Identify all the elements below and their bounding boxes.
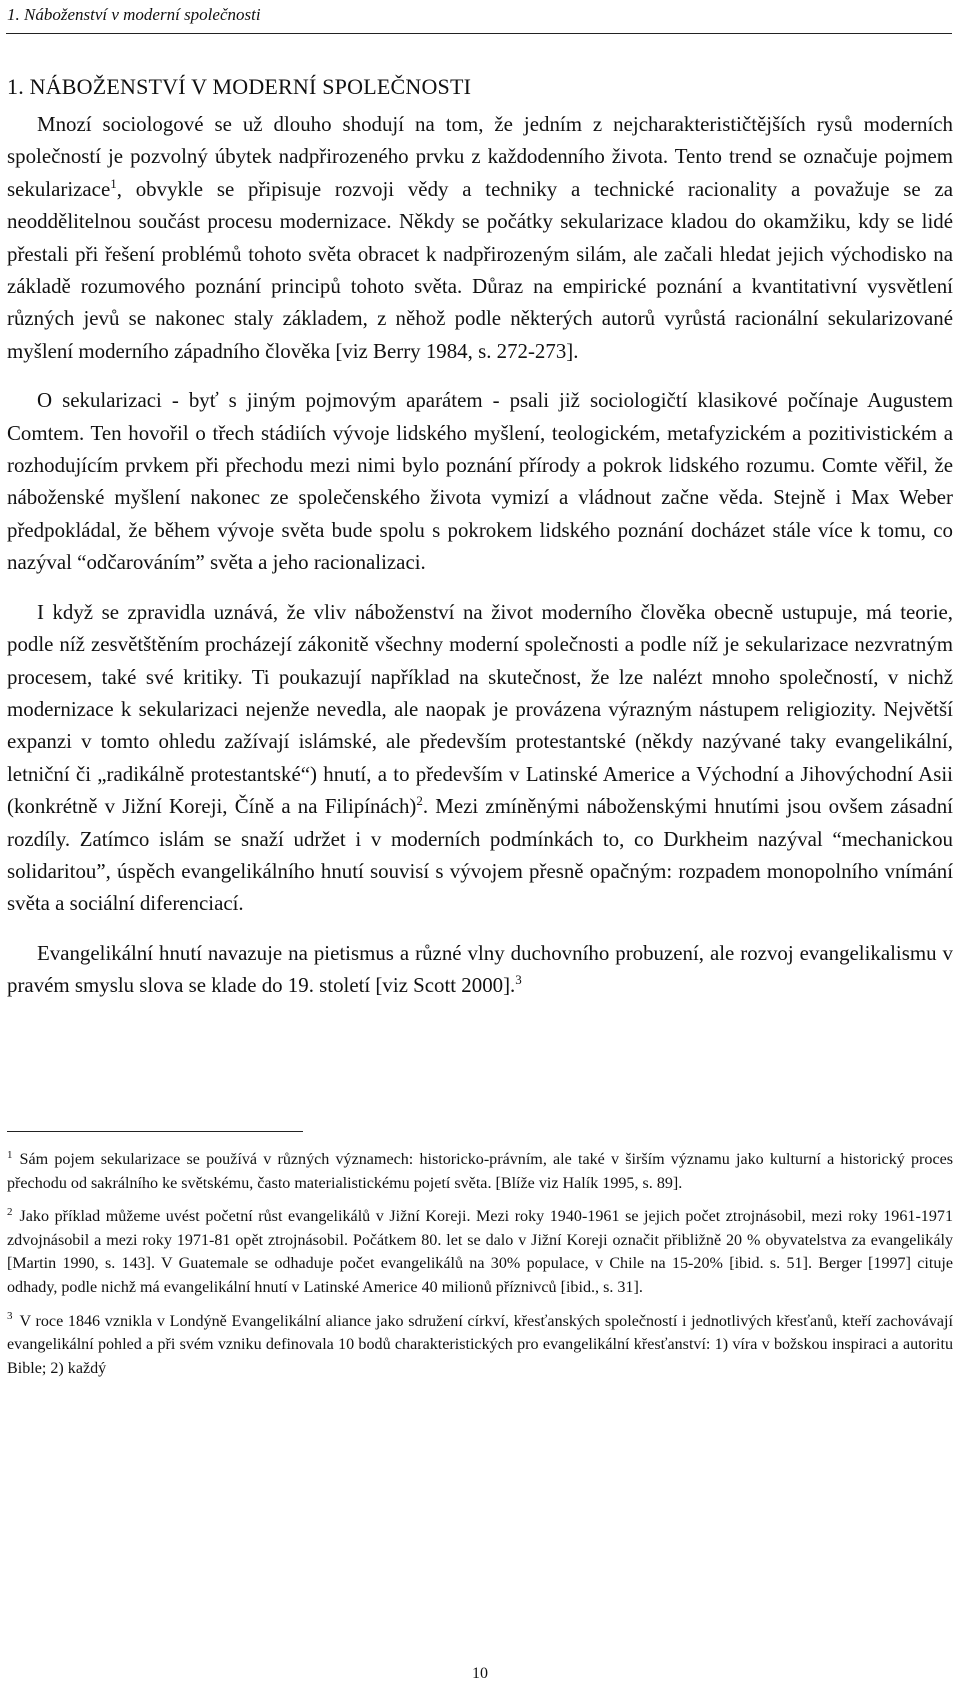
footnote-1 bbox=[7, 1148, 953, 1195]
footnote-ref-3[interactable]: 3 bbox=[515, 972, 522, 988]
footnote-3-number: 3 bbox=[7, 1310, 13, 1323]
footnote-2-text: Jako příklad můžeme uvést početní růst evangelikálů v Jižní Koreji. Mezi roky 1940-1961 se jejich počet ztrojnásobil, mezi roky 1961-1971 zdvojnásobil a mezi roky 1971-81 opět ztrojnásobil. Počátkem 80. let se dalo v Jižní Koreji označit přibližně 20 % obyvatelstva za evangelikály [Martin 1990, s. 143]. V Guatemale se odhaduje počet evangelikálů na 30% populace, v Chile na 15-20% [ibid. s. 51]. Berger [1997] cituje odhady, podle nichž má evangelikální hnutí v Latinské Americe 40 milionů příznivců [ibid., s. 31]. bbox=[7, 1208, 953, 1296]
footnote-separator bbox=[7, 1131, 303, 1132]
paragraph-4 bbox=[7, 937, 953, 1002]
running-header: 1. Náboženství v moderní společnosti bbox=[7, 5, 261, 24]
footnote-3-text: V roce 1846 vznikla v Londýně Evangelikální aliance jako sdružení církví, křesťanských společností i jednotlivých křesťanů, kteří zachovávají evangelikální pohled a při svém vzniku definovala 10 bodů charakteristických pro evangelikální křesťanství: 1) víra v božskou inspiraci a autoritu Bible; 2) každý bbox=[7, 1312, 953, 1377]
page-number: 10 bbox=[472, 1665, 488, 1682]
footnote-ref-2[interactable]: 2 bbox=[416, 793, 423, 809]
body-text bbox=[7, 108, 953, 1002]
footnote-3 bbox=[7, 1310, 953, 1381]
paragraph-1 bbox=[7, 108, 953, 367]
footnote-1-text: Sám pojem sekularizace se používá v různých významech: historicko-právním, ale také v širším významu jako kulturní a historický proces přechodu od sakrálního ke světskému, často materialistickému pojetí světa. [Blíže viz Halík 1995, s. 89]. bbox=[7, 1151, 953, 1192]
paragraph-1-text-b: , obvykle se připisuje rozvoji vědy a techniky a technické racionality a považuje se za neoddělitelnou součást procesu modernizace. Někdy se počátky sekularizace kladou do okamžiku, kdy se lidé přestali při řešení problémů tohoto světa obracet k nadpřirozeným silám, ale začali hledat jejich východisko na základě rozumového poznání principů tohoto světa. Důraz na empirické poznání a kvantitativní vysvětlení různých jevů se nakonec staly základem, z něhož podle některých autorů vyrůstá racionální sekularizované myšlení moderního západního člověka [viz Berry 1984, s. 272-273]. bbox=[7, 176, 953, 363]
paragraph-2-text: O sekularizaci - byť s jiným pojmovým aparátem - psali již sociologičtí klasikové počínaje Augustem Comtem. Ten hovořil o třech stádiích vývoje lidského myšlení, teologickém, metafyzickém a pozitivistickém a rozhodujícím prvkem při přechodu mezi nimi bylo poznání přírody a pokrok lidského rozumu. Comte věřil, že náboženské myšlení nakonec ze společenského života vymizí a vládnout začne věda. Stejně i Max Weber předpokládal, že během vývoje světa bude spolu s pokrokem lidského poznání docházet stále více k tomu, co nazýval “odčarováním” světa a jeho racionalizaci. bbox=[7, 388, 953, 575]
paragraph-2 bbox=[7, 384, 953, 578]
footnote-ref-1[interactable]: 1 bbox=[110, 175, 117, 191]
paragraph-4-text-a: Evangelikální hnutí navazuje na pietismus a různé vlny duchovního probuzení, ale rozvoj evangelikalismu v pravém smyslu slova se klade do 19. století [viz Scott 2000]. bbox=[7, 940, 953, 998]
paragraph-3-text-b: . Mezi zmíněnými náboženskými hnutími jsou ovšem zásadní rozdíly. Zatímco islám se snaží udržet i v moderních podmínkách to, co Durkheim nazýval “mechanickou solidaritou”, úspěch evangelikálního hnutí souvisí s vývojem přesně opačným: rozpadem monopolního vnímání světa a sociální diferenciací. bbox=[7, 794, 953, 916]
footnote-2 bbox=[7, 1205, 953, 1299]
footnote-1-number: 1 bbox=[7, 1148, 13, 1161]
chapter-heading: 1. NÁBOŽENSTVÍ V MODERNÍ SPOLEČNOSTI bbox=[7, 74, 472, 99]
footnotes bbox=[7, 1148, 953, 1380]
paragraph-3-text-a: I když se zpravidla uznává, že vliv náboženství na život moderního člověka obecně ustupuje, má teorie, podle níž zesvětštěním procházejí zákonitě všechny moderní společnosti a podle níž je sekularizace nezvratným procesem, také své kritiky. Ti poukazují například na skutečnost, že lze nalézt mnoho společností, v nichž modernizace k sekularizaci nejenže nevedla, ale naopak je provázena výrazným nástupem religiozity. Největší expanzi v tomto ohledu zažívají islámské, ale především protestantské (někdy nazývané taky evangelikální, letniční či „radikálně protestantské“) hnutí, a to především v Latinské Americe a Východní a Jihovýchodní Asii (konkrétně v Jižní Koreji, Číně a na Filipínách) bbox=[7, 599, 953, 819]
paragraph-1-text-a: Mnozí sociologové se už dlouho shodují na tom, že jedním z nejcharakterističtějších rysů moderních společností je pozvolný úbytek nadpřirozeného prvku z každodenního života. Tento trend se označuje pojmem sekularizace bbox=[7, 112, 953, 201]
paragraph-3 bbox=[7, 596, 953, 920]
header-rule bbox=[6, 33, 952, 34]
footnote-2-number: 2 bbox=[7, 1205, 13, 1218]
